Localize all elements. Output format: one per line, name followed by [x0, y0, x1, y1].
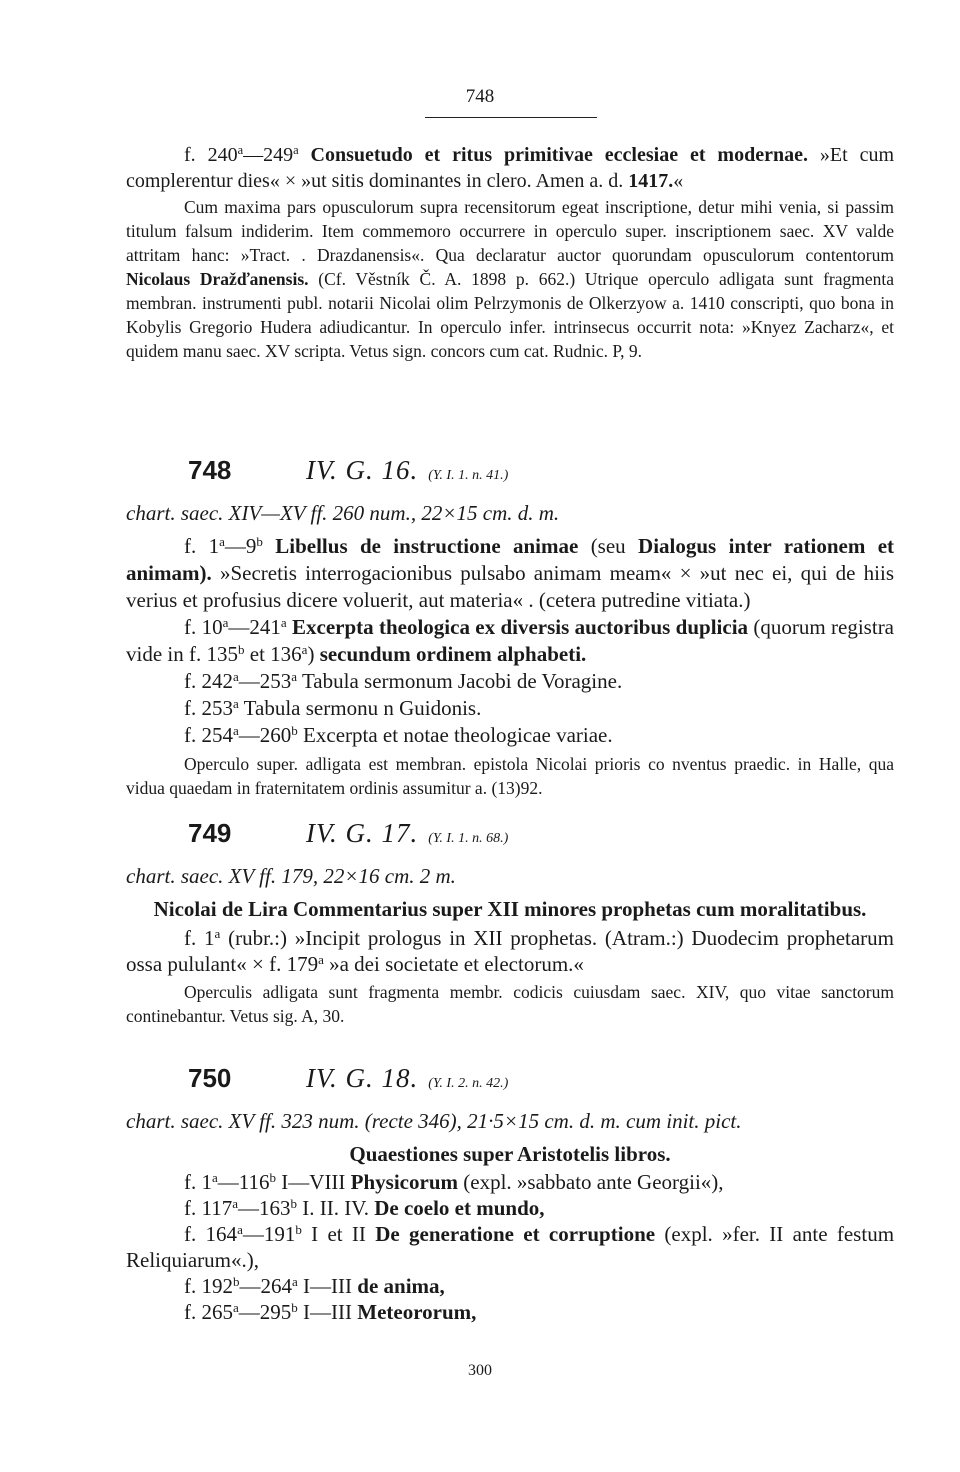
- folio-ref: f. 254: [184, 723, 233, 747]
- entry-750: [126, 1063, 894, 1325]
- content-line: [126, 695, 894, 722]
- content-line: [126, 614, 894, 668]
- shelfmark: IV. G. 18.: [306, 1063, 419, 1093]
- folio-ref-end: —116: [217, 1170, 270, 1194]
- text: Tabula sermonum Jacobi de Voragine.: [301, 669, 623, 693]
- book-range: I. II. IV.: [302, 1196, 369, 1220]
- text: et 136: [249, 642, 302, 666]
- folio-side: a: [292, 1273, 298, 1289]
- content-line: [126, 1221, 894, 1273]
- folio-ref: f. 192: [184, 1274, 233, 1298]
- folio-ref-end: —264: [239, 1274, 293, 1298]
- folio-ref: f. 164: [184, 1222, 238, 1246]
- folio-side: a: [291, 668, 298, 684]
- old-shelfmark: (Y. I. 2. n. 42.): [428, 1076, 509, 1091]
- year: 1417.: [628, 170, 674, 192]
- text: Tabula sermonu n Guidonis.: [243, 696, 482, 720]
- folio-side: a: [318, 951, 324, 967]
- folio-ref: f. 1: [184, 926, 215, 950]
- running-header-page-number: 748: [465, 86, 495, 107]
- physical-description: chart. saec. XV ff. 323 num. (recte 346), 21·5×15 cm. d. m. cum init. pict.: [126, 1109, 742, 1133]
- folio-side: a: [233, 668, 239, 684]
- note-text: (Cf. Věstník Č. A. 1898 p. 662.) Utrique operculo adligata sunt fragmenta membran. instrumenti publ. notarii Nicolai olim Pelrzymonis de Olkerzyow a. 1410 conscripti, quo bona in Kobylis Gregorio Hudera adiudicantur. In operculo infer. intrinsecus occurrit nota: »Knyez Zacharz«, et quidem manu saec. XV scripta. Vetus sign. concors cum cat. Rudnic. P, 9.: [126, 269, 894, 361]
- content-line: [126, 1195, 894, 1221]
- treatise-name: de anima,: [357, 1274, 445, 1298]
- folio-ref-end: —249: [243, 144, 294, 166]
- physical-description: chart. saec. XV ff. 179, 22×16 cm. 2 m.: [126, 864, 456, 888]
- folio-ref: f. 117: [184, 1196, 233, 1220]
- content-line: [126, 1299, 894, 1325]
- folio-side: b: [291, 1299, 298, 1315]
- folio-ref: f. 242: [184, 669, 233, 693]
- work-title: Libellus de instructione animae: [275, 534, 579, 558]
- quote-close: «: [673, 170, 684, 192]
- explicit-text: (expl. »fer. II ante festum Reliquiarum«.),: [126, 1222, 895, 1272]
- folio-side: a: [280, 614, 287, 630]
- shelfmark: IV. G. 17.: [306, 818, 419, 848]
- shelfmark: IV. G. 16.: [306, 455, 419, 485]
- folio-side: a: [237, 1221, 243, 1237]
- incipit-text: (rubr.:) »Incipit prologus in XII prophetas. (Atram.:) Duodecim prophetarum ossa pululant« × f. 179: [126, 926, 894, 976]
- entry-number: 749: [188, 818, 232, 848]
- folio-ref-end: —295: [238, 1300, 292, 1324]
- text: (quorum registra vide in f. 135: [126, 615, 895, 666]
- folio-side: a: [237, 143, 244, 158]
- folio-ref: f. 1: [184, 1170, 212, 1194]
- note-text: Cum maxima pars opusculorum supra recensitorum egeat inscriptione, detur mihi venia, si passim titulum falsum indiderim. Item commemoro occurrere in operculo super. inscriptionem saec. XV valde attritam hanc: »Tract. . Drazdanensis«. Qua declaratur auctor quorundam opusculorum contentorum: [126, 197, 894, 265]
- folio-ref-end: —9: [224, 534, 257, 558]
- entry-note: Operculo super. adligata est membran. epistola Nicolai prioris co nventus praedic. in Halle, qua vidua quaedam in fraternitatem ordinis assumitur a. (13)92.: [126, 754, 894, 798]
- folio-ref: f. 240: [184, 144, 238, 166]
- explicit-text: »a dei societate et electorum.«: [329, 952, 584, 976]
- entry-heading: [126, 455, 894, 495]
- work-title: Quaestiones super Aristotelis libros.: [349, 1142, 671, 1166]
- old-shelfmark: (Y. I. 1. n. 41.): [428, 468, 509, 483]
- book-range: I—III: [303, 1274, 353, 1298]
- entry-note: Operculis adligata sunt fragmenta membr. codicis cuiusdam saec. XIV, quo vitae sanctorum continebantur. Vetus sig. A, 30.: [126, 982, 894, 1026]
- book-range: I et II: [311, 1222, 366, 1246]
- folio-side: b: [290, 1195, 298, 1211]
- text: ): [307, 642, 315, 666]
- folio-ref-end: —260: [238, 723, 292, 747]
- entry-heading: [126, 1063, 894, 1103]
- folio-side: a: [219, 533, 225, 549]
- folio-ref-end: —241: [228, 615, 281, 639]
- text: (seu: [590, 534, 626, 558]
- folio-ref-end: —253: [238, 669, 292, 693]
- continued-entry-title: [126, 142, 894, 194]
- folio-ref: f. 10: [184, 615, 223, 639]
- folio-ref-end: —191: [242, 1222, 296, 1246]
- folio-ref: f. 253: [184, 696, 233, 720]
- header-rule: [425, 117, 597, 118]
- text: Excerpta et notae theologicae variae.: [303, 723, 613, 747]
- content-line: [126, 1169, 894, 1195]
- continued-entry: [126, 142, 894, 363]
- folio-side: b: [295, 1221, 302, 1237]
- folio-side: a: [301, 641, 308, 657]
- content-line: [126, 722, 894, 749]
- incipit-text: »Secretis interrogacionibus pulsabo animam meam« × »ut nec ei, qui de hiis verius et profusius dicere voluerit, aut materia« . (cetera putredine vitiata.): [126, 561, 894, 612]
- work-title: Excerpta theologica ex diversis auctoribus duplicia: [292, 615, 749, 639]
- physical-description: chart. saec. XIV—XV ff. 260 num., 22×15 cm. d. m.: [126, 501, 560, 525]
- entry-number: 750: [188, 1063, 232, 1093]
- work-title: Nicolai de Lira Commentarius super XII minores prophetas cum moralitatibus.: [153, 897, 867, 921]
- author-name: Nicolaus Dražďanensis.: [126, 269, 309, 289]
- old-shelfmark: (Y. I. 1. n. 68.): [428, 831, 509, 846]
- treatise-name: De generatione et corruptione: [375, 1222, 656, 1246]
- folio-ref: f. 265: [184, 1300, 233, 1324]
- entry-heading: [126, 818, 894, 858]
- folio-ref-end: —163: [238, 1196, 291, 1220]
- book-range: I—III: [303, 1300, 353, 1324]
- continued-entry-note: [126, 195, 894, 363]
- folio-side: a: [233, 1299, 239, 1315]
- content-line: [126, 925, 894, 977]
- entry-number: 748: [188, 455, 232, 485]
- folio-side: b: [256, 533, 263, 549]
- explicit-text: (expl. »sabbato ante Georgii«),: [463, 1170, 724, 1194]
- incipit-text: »Et cum complerentur dies« × »ut sitis dominantes in clero. Amen a. d.: [126, 144, 895, 192]
- folio-side: a: [293, 143, 299, 158]
- work-title: Dialogus inter rationem et animam).: [126, 534, 895, 585]
- entry-748: [126, 455, 894, 800]
- work-title: secundum ordinem alphabeti.: [319, 642, 587, 666]
- folio-side: b: [233, 1273, 240, 1289]
- folio-side: a: [212, 1169, 218, 1185]
- folio-side: b: [269, 1169, 277, 1185]
- entry-749: [126, 818, 894, 1028]
- folio-side: a: [233, 722, 239, 738]
- footer-page-number: 300: [468, 1362, 492, 1379]
- treatise-name: Physicorum: [350, 1170, 458, 1194]
- folio-side: b: [291, 722, 298, 738]
- folio-ref: f. 1: [184, 534, 220, 558]
- folio-side: a: [214, 925, 221, 941]
- work-title: Consuetudo et ritus primitivae ecclesiae et modernae.: [310, 144, 808, 166]
- treatise-name: Meteororum,: [357, 1300, 477, 1324]
- folio-side: a: [232, 1195, 238, 1211]
- folio-side: b: [237, 641, 245, 657]
- treatise-name: De coelo et mundo,: [374, 1196, 545, 1220]
- content-line: [126, 668, 894, 695]
- content-line: [126, 533, 894, 614]
- folio-side: a: [233, 695, 239, 711]
- book-range: I—VIII: [281, 1170, 346, 1194]
- folio-side: a: [222, 614, 229, 630]
- content-line: [126, 1273, 894, 1299]
